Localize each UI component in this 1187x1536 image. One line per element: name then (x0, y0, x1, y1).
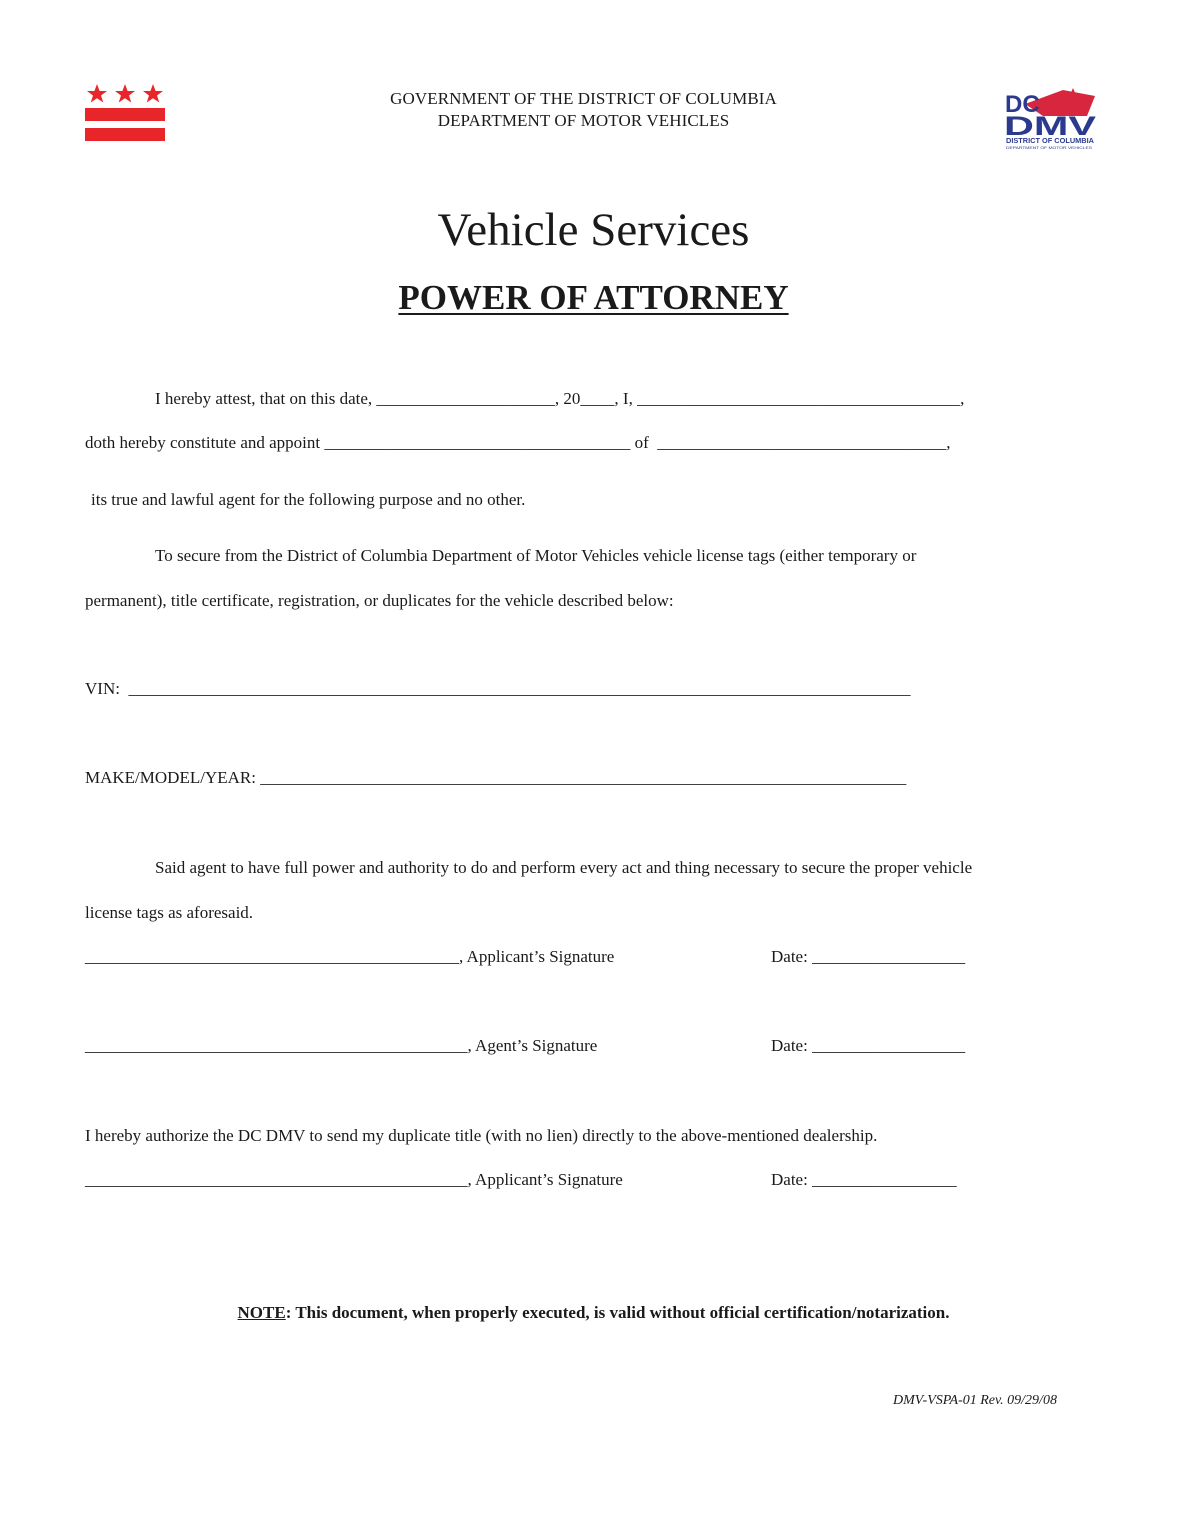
document-subtitle (0, 276, 1187, 320)
subtitle-text: POWER OF ATTORNEY (398, 278, 789, 317)
applicant-signature-2-field[interactable]: _____________________________________________, Applicant’s Signature (85, 1170, 623, 1189)
applicant-date-2-field[interactable]: Date: _________________ (771, 1170, 957, 1189)
applicant-date-field[interactable]: Date: __________________ (771, 947, 966, 966)
logo-dc-text: DC (1005, 91, 1040, 118)
applicant-signature-field[interactable]: ____________________________________________, Applicant’s Signature (85, 947, 615, 966)
make-model-year-field[interactable]: MAKE/MODEL/YEAR: ____________________________________________________________________________ (85, 768, 907, 787)
logo-subtitle-text: DISTRICT OF COLUMBIA (1006, 138, 1094, 145)
agent-purpose-line: its true and lawful agent for the following purpose and no other. (91, 490, 526, 509)
secure-line-2: permanent), title certificate, registration, or duplicates for the vehicle described below: (85, 591, 674, 610)
page-title: Vehicle Services (437, 204, 750, 256)
agent-signature-field[interactable]: _____________________________________________, Agent’s Signature (85, 1036, 598, 1055)
form-id: DMV-VSPA-01 Rev. 09/29/08 (893, 1393, 1057, 1408)
logo-tiny-text: DEPARTMENT OF MOTOR VEHICLES (1006, 145, 1093, 150)
header-line-2: DEPARTMENT OF MOTOR VEHICLES (437, 111, 730, 130)
vin-field[interactable]: VIN: ____________________________________________________________________________________________ (85, 679, 911, 698)
note-label: NOTE (237, 1303, 286, 1322)
dc-dmv-logo (1003, 86, 1099, 152)
agent-date-field[interactable]: Date: __________________ (771, 1036, 966, 1055)
note-body: : This document, when properly executed, is valid without official certification/notarization. (285, 1303, 950, 1322)
header-line-1: GOVERNMENT OF THE DISTRICT OF COLUMBIA (390, 89, 777, 108)
appoint-line: doth hereby constitute and appoint ____________________________________ of __________________________________, (85, 433, 951, 452)
attest-line: I hereby attest, that on this date, _____________________, 20____, I, ______________________________________, (155, 389, 965, 408)
authorize-line: I hereby authorize the DC DMV to send my duplicate title (with no lien) directly to the above-mentioned dealership. (85, 1126, 878, 1145)
note-text (0, 1302, 1187, 1324)
secure-line-1: To secure from the District of Columbia Department of Motor Vehicles vehicle license tags (either temporary or (155, 546, 917, 565)
power-line-2: license tags as aforesaid. (85, 903, 254, 922)
logo-dmv-text: DMV (1004, 111, 1096, 141)
power-line-1: Said agent to have full power and authority to do and perform every act and thing necessary to secure the proper vehicle (155, 858, 973, 877)
